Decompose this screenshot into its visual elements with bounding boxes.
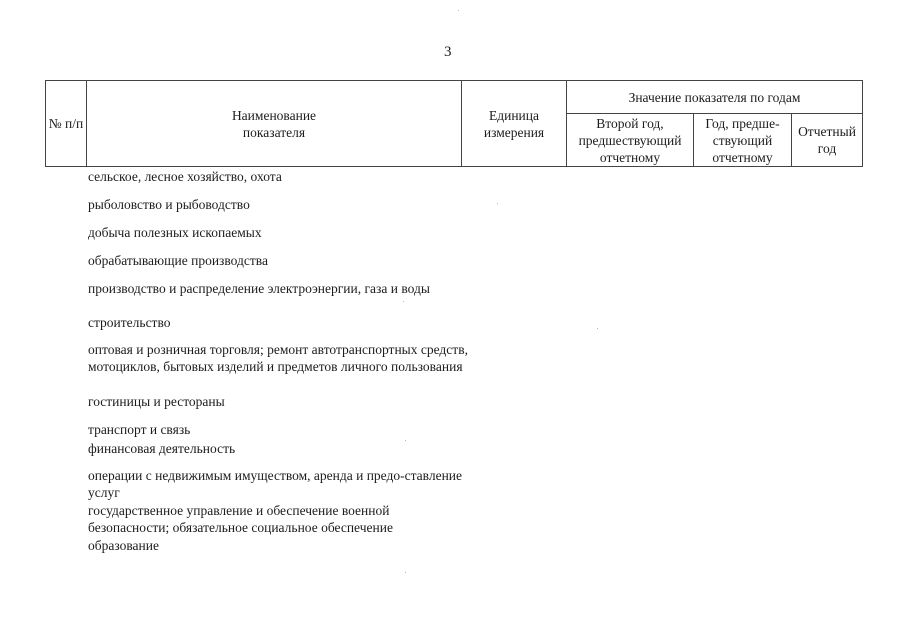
col-values-group-header: Значение показателя по годам [567, 81, 863, 114]
list-item: финансовая деятельность [88, 441, 236, 456]
page-number: 3 [444, 44, 452, 60]
list-item: строительство [88, 315, 171, 330]
list-item: государственное управление и обеспечение военной безопасности; обязательное социальное обеспечение [88, 503, 393, 535]
col-prior-year-header: Год, предше-ствующий отчетному [694, 114, 792, 167]
col-second-prior-year-header: Второй год, предшествующий отчетному [567, 114, 694, 167]
list-item: сельское, лесное хозяйство, охота [88, 169, 282, 184]
col-number-header: № п/п [46, 81, 87, 167]
list-item: оптовая и розничная торговля; ремонт автотранспортных средств, мотоциклов, бытовых изделий и предметов личного пользования [88, 342, 468, 374]
indicator-table-header [45, 80, 863, 167]
scan-speck [405, 440, 406, 441]
list-item: транспорт и связь [88, 422, 191, 437]
scan-speck [403, 301, 404, 302]
list-item: гостиницы и рестораны [88, 394, 225, 409]
col-unit-header: Единица измерения [462, 81, 567, 167]
col-report-year-header: Отчетный год [792, 114, 863, 167]
col-name-header: Наименование показателя [87, 81, 462, 167]
list-item: образование [88, 538, 159, 553]
scan-speck [597, 328, 598, 329]
scan-speck [405, 572, 406, 573]
list-item: производство и распределение электроэнергии, газа и воды [88, 281, 430, 296]
list-item: операции с недвижимым имуществом, аренда и предо-ставление услуг [88, 468, 463, 500]
scan-speck [458, 10, 459, 11]
list-item: добыча полезных ископаемых [88, 225, 262, 240]
list-item: рыболовство и рыбоводство [88, 197, 250, 212]
scan-speck [497, 203, 498, 204]
list-item: обрабатывающие производства [88, 253, 268, 268]
